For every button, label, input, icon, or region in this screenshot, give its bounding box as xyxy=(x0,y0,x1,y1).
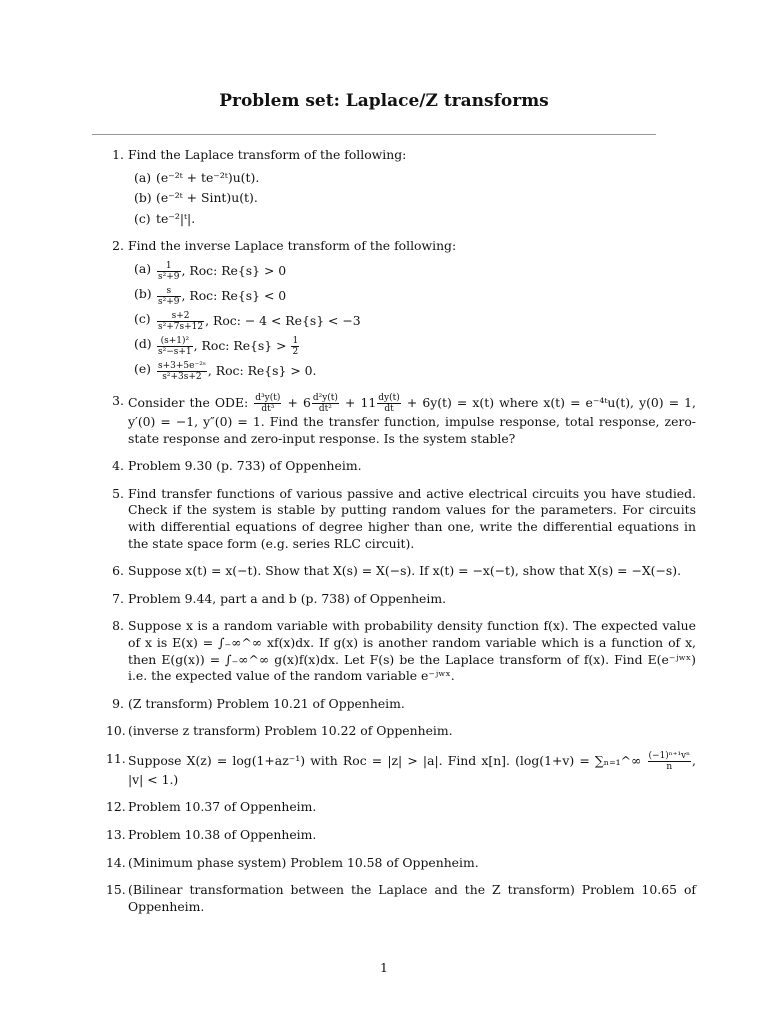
fraction-numerator: 1 xyxy=(157,261,181,272)
problem-number: 14. xyxy=(106,854,126,870)
fraction-denominator: s²−s+1 xyxy=(158,346,192,357)
fraction xyxy=(157,311,204,332)
problem-text: Problem 9.30 (p. 733) of Oppenheim. xyxy=(128,458,362,474)
subproblem xyxy=(128,311,696,332)
problem-8 xyxy=(106,618,696,684)
problem-number: 15. xyxy=(106,882,126,898)
subproblem xyxy=(128,170,696,187)
page-title: Problem set: Laplace/Z transforms xyxy=(219,91,549,111)
text-run: + 11 xyxy=(345,394,377,410)
fraction-denominator: dt² xyxy=(318,403,332,414)
problem-number: 6. xyxy=(112,563,124,579)
subproblem-label: (b) xyxy=(134,285,152,301)
subproblem-text: te⁻²|ᵗ|. xyxy=(156,210,196,226)
problem-6 xyxy=(106,563,696,580)
subproblem xyxy=(128,211,696,228)
fraction-denominator: n xyxy=(666,761,673,772)
roc-text: , Roc: Re{s} < 0 xyxy=(181,287,287,303)
fraction xyxy=(157,286,181,307)
problem-4 xyxy=(106,458,696,475)
text-run: Suppose X(z) = log(1+az⁻¹) with Roc = |z| > |a|. Find x[n]. (log(1+v) = ∑ₙ₌₁^∞ xyxy=(128,752,642,768)
subproblem-text: (e⁻²ᵗ + Sint)u(t). xyxy=(156,190,258,206)
problem-11 xyxy=(106,751,696,789)
fraction-denominator: 2 xyxy=(292,346,299,357)
fraction-numerator: s+3+5e⁻²ˢ xyxy=(158,360,206,371)
roc-text: , Roc: Re{s} > 0 xyxy=(181,262,287,278)
problem-text: Find transfer functions of various passive and active electrical circuits you have studied. Check if the system is stable by putting random values for the parameters. For circuits with differential equations of degree higher than one, write the differential equations in the state space form (e.g. series RLC circuit). xyxy=(128,485,696,551)
fraction-numerator: d³y(t) xyxy=(255,392,281,403)
problem-5 xyxy=(106,486,696,552)
problem-text: Find the inverse Laplace transform of the following: xyxy=(128,238,457,254)
problem-number: 7. xyxy=(112,590,124,606)
problem-text: Find the Laplace transform of the following: xyxy=(128,147,407,162)
fraction-numerator: 1 xyxy=(292,335,299,346)
problem-number: 8. xyxy=(112,618,124,634)
problem-list xyxy=(106,147,696,926)
problem-number: 9. xyxy=(112,695,124,711)
subproblem xyxy=(128,336,696,357)
fraction xyxy=(312,393,339,414)
fraction-denominator: dt xyxy=(384,403,394,414)
subproblem-label: (c) xyxy=(134,310,151,326)
fraction-denominator: dt³ xyxy=(261,403,275,414)
fraction xyxy=(291,336,299,357)
fraction-numerator: d²y(t) xyxy=(312,392,338,403)
problem-number: 12. xyxy=(106,799,126,815)
fraction-denominator: s²+9 xyxy=(158,271,180,282)
problem-text: (inverse z transform) Problem 10.22 of Oppenheim. xyxy=(128,723,453,739)
problem-text: Suppose x is a random variable with probability density function f(x). The expected value of x is E(x) = ∫₋∞^∞ xf(x)dx. If g(x) is another random variable which is a function of x, then E(g(x)) = ∫₋∞^∞ g(x)f(x)dx. Let F(s) be the Laplace transform of f(x). Find E(e⁻ʲʷˣ) i.e. the expected value of the random variable e⁻ʲʷˣ. xyxy=(128,618,696,684)
problem-number: 2. xyxy=(112,238,124,254)
text-run: , |v| < 1.) xyxy=(128,752,696,787)
problem-number: 1. xyxy=(112,147,124,162)
problem-3 xyxy=(106,393,696,447)
problem-text: (Z transform) Problem 10.21 of Oppenheim. xyxy=(128,695,405,711)
problem-text xyxy=(128,393,696,447)
fraction xyxy=(648,751,692,772)
subproblem-list xyxy=(128,261,696,382)
fraction-denominator: s²+9 xyxy=(158,296,180,307)
fraction-numerator: (−1)ⁿ⁺¹vⁿ xyxy=(648,750,691,761)
problem-10 xyxy=(106,723,696,740)
title-rule xyxy=(92,134,656,135)
subproblem xyxy=(128,286,696,307)
subproblem-label: (a) xyxy=(134,260,152,276)
roc-text: , Roc: Re{s} > 0. xyxy=(207,362,317,378)
fraction xyxy=(157,361,207,382)
fraction-denominator: s²+3s+2 xyxy=(162,371,202,382)
problem-text: Suppose x(t) = x(−t). Show that X(s) = X(−s). If x(t) = −x(−t), show that X(s) = −X(−s). xyxy=(128,563,682,579)
text-run: Consider the ODE: xyxy=(128,394,249,410)
problem-number: 5. xyxy=(112,485,124,501)
problem-12 xyxy=(106,799,696,816)
subproblem-label: (c) xyxy=(134,210,151,226)
problem-text: Problem 10.37 of Oppenheim. xyxy=(128,799,317,815)
problem-text: Problem 9.44, part a and b (p. 738) of Oppenheim. xyxy=(128,590,447,606)
problem-15 xyxy=(106,882,696,915)
fraction xyxy=(254,393,281,414)
problem-number: 13. xyxy=(106,827,126,843)
roc-text: , Roc: Re{s} > xyxy=(193,337,287,353)
subproblem xyxy=(128,190,696,207)
fraction-denominator: s²+7s+12 xyxy=(158,321,204,332)
subproblem xyxy=(128,261,696,282)
fraction xyxy=(157,261,181,282)
fraction-numerator: dy(t) xyxy=(378,392,400,403)
problem-9 xyxy=(106,696,696,713)
fraction-numerator: (s+1)² xyxy=(157,336,193,347)
fraction xyxy=(377,393,401,414)
page-number: 1 xyxy=(380,960,388,975)
subproblem-label: (e) xyxy=(134,360,152,376)
subproblem-label: (a) xyxy=(134,169,152,185)
problem-number: 10. xyxy=(106,723,126,739)
fraction-numerator: s+2 xyxy=(157,311,204,322)
problem-7 xyxy=(106,591,696,608)
problem-text: Problem 10.38 of Oppenheim. xyxy=(128,827,317,843)
text-run: + 6 xyxy=(287,394,311,410)
problem-14 xyxy=(106,855,696,872)
problem-2 xyxy=(106,238,696,382)
subproblem-label: (d) xyxy=(134,335,152,351)
subproblem-label: (b) xyxy=(134,190,152,206)
subproblem-text: (e⁻²ᵗ + te⁻²ᵗ)u(t). xyxy=(156,169,260,185)
subproblem xyxy=(128,361,696,382)
text-run: + 6y(t) = x(t) where x(t) = e⁻⁴ᵗu(t), y(0) = 1, y′(0) = −1, y″(0) = 1. Find the transfer function, impulse response, total response, zero-state response and zero-input response. Is the system stable? xyxy=(128,394,696,446)
roc-text: , Roc: − 4 < Re{s} < −3 xyxy=(205,312,361,328)
problem-text xyxy=(128,751,696,789)
fraction-numerator: s xyxy=(157,286,181,297)
problem-number: 11. xyxy=(106,750,126,766)
problem-text: (Bilinear transformation between the Laplace and the Z transform) Problem 10.65 of Oppenheim. xyxy=(128,882,696,914)
problem-number: 4. xyxy=(112,458,124,474)
problem-text: (Minimum phase system) Problem 10.58 of Oppenheim. xyxy=(128,854,479,870)
problem-1 xyxy=(106,147,696,227)
problem-13 xyxy=(106,827,696,844)
subproblem-list xyxy=(128,170,696,228)
problem-number: 3. xyxy=(112,392,124,408)
fraction xyxy=(157,336,193,357)
